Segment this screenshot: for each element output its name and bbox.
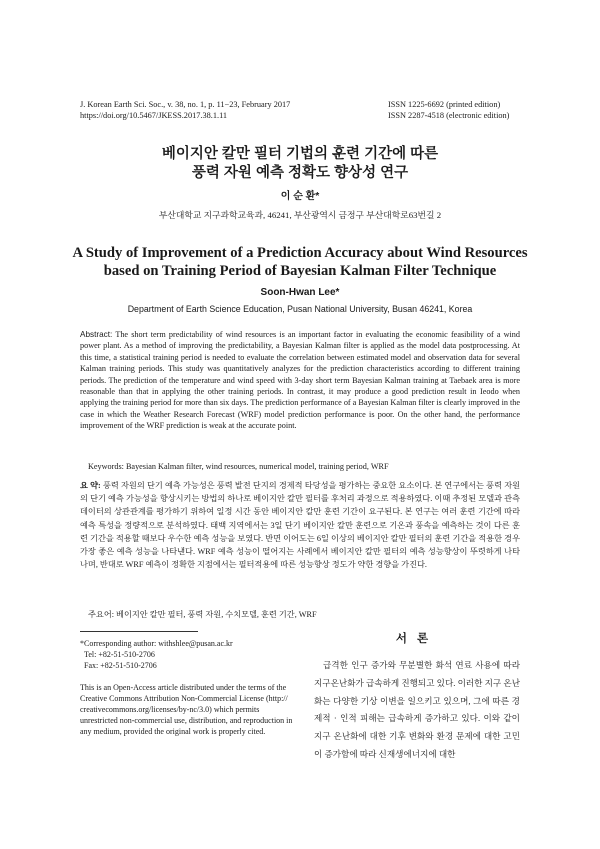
english-author: Soon-Hwan Lee* <box>260 287 340 298</box>
corresponding-author: *Corresponding author: withshlee@pusan.ac.kr <box>80 639 233 648</box>
issn-print: ISSN 1225-6692 (printed edition) <box>388 100 501 109</box>
korean-title-line-2: 풍력 자원 예측 정확도 향상성 연구 <box>191 165 409 181</box>
issn-electronic: ISSN 2287-4518 (electronic edition) <box>388 111 510 120</box>
introduction-text <box>314 657 520 764</box>
korean-keywords: 주요어: 베이지안 칼만 필터, 풍력 자원, 수치모델, 훈련 기간, WRF <box>88 610 317 619</box>
issn-block <box>388 99 548 121</box>
journal-header <box>80 99 380 121</box>
korean-author: 이 순 환* <box>280 191 320 202</box>
license-notice: This is an Open-Access article distributed under the terms of the Creative Commons Attribution Non-Commercial License (http:// creativecommons.org/licenses/by-nc/3.0) which permits unrestricted non-commercial use, distribution, and reproduction in any medium, provided the original work is properly cited. <box>80 683 293 736</box>
korean-title <box>60 145 540 183</box>
journal-citation: J. Korean Earth Sci. Soc., v. 38, no. 1, p. 11−23, February 2017 <box>80 100 291 109</box>
footnote <box>80 639 295 737</box>
english-title <box>60 244 540 280</box>
abstract <box>80 329 520 432</box>
korean-summary-label: 요 약: <box>80 481 101 490</box>
korean-title-line-1: 베이지안 칼만 필터 기법의 훈련 기간에 따른 <box>161 146 439 162</box>
footnote-divider <box>80 631 198 632</box>
korean-summary <box>80 479 520 571</box>
abstract-label: Abstract: <box>80 330 113 339</box>
author-phone: Tel: +82-51-510-2706 <box>84 649 155 659</box>
keywords: Keywords: Bayesian Kalman filter, wind resources, numerical model, training period, WRF <box>88 462 389 471</box>
korean-affiliation: 부산대학교 지구과학교육과, 46241, 부산광역시 금정구 부산대학로63번길 2 <box>158 210 442 220</box>
introduction-paragraph: 급격한 인구 증가와 무분별한 화석 연료 사용에 따라 지구온난화가 급속하게 진행되고 있다. 이러한 지구 온난화는 다양한 기상 이변을 일으키고 있으며, 그에 따른 경제적 · 인적 피해는 급속하게 증가하고 있다. 이와 같이 지구 온난화에 대한 기후 변화와 환경 문제에 대한 고민이 증가함에 따라 신재생에너지에 대한 <box>314 660 520 759</box>
english-title-line-2: based on Training Period of Bayesian Kalman Filter Technique <box>103 263 497 279</box>
section-heading: 서론 <box>395 633 439 645</box>
doi-link[interactable]: https://doi.org/10.5467/JKESS.2017.38.1.11 <box>80 111 228 120</box>
abstract-text: The short term predictability of wind resources is an important factor in evaluating the economic feasibility of a wind power plant. As a method of improving the predictability, a Bayesian Kalman filter is applied as the model data postprocessing. At this time, a statistical training period is needed to evaluate the correlation between estimated model and observation data for several Kalman training periods. This study was quantitatively analyzes for the prediction characteristics according to different training periods. The prediction of the temperature and wind speed with 3-day short term Bayesian Kalman training at Taebaek area is more reasonable than that in applying the other training periods. In contrast, it may produce a good prediction result in Ieodo when applying the training period for more than six days. The prediction performance of a Bayesian Kalman filter is clearly improved in the case in which the Weather Research Forecast (WRF) model prediction performance is poor. On the other hand, the performance improvement of the WRF prediction is weak at the accurate point. <box>80 330 521 431</box>
korean-summary-text: 풍력 자원의 단기 예측 가능성은 풍력 발전 단지의 경제적 타당성을 평가하는 중요한 요소이다. 본 연구에서는 풍력 자원의 단기 예측 가능성을 향상시키는 방법의 하나로 베이지안 칼만 필터를 후처리 과정으로 적용하였다. 이때 추정된 모델과 관측 데이터의 상관관계를 평가하기 위하여 일정 시간 동안 베이지안 칼만 훈련 기간이 요구된다. 본 연구는 여러 훈련 기간에 따라 예측 특성을 정량적으로 분석하였다. 태백 지역에서는 3일 단기 베이지안 칼만 훈련으로 기온과 풍속을 예측하는 것이 다른 훈련 기간을 적용할 때보다 우수한 예측 성능을 보였다. 반면 이어도는 6일 이상의 베이지안 칼만 필터의 훈련 기간을 적용한 경우 가장 좋은 예측 성능을 나타낸다. WRF 예측 성능이 떨어지는 사례에서 베이지안 칼만 필터의 예측 성능향상이 뚜렷하게 나타나며, 반대로 WRF 예측이 정확한 지점에서는 필터적용에 따른 성능향상 정도가 약한 경향을 가진다. <box>80 481 521 570</box>
english-title-line-1: A Study of Improvement of a Prediction Accuracy about Wind Resources <box>72 245 528 261</box>
english-affiliation: Department of Earth Science Education, Pusan National University, Busan 46241, Korea <box>127 304 473 314</box>
author-fax: Fax: +82-51-510-2706 <box>84 660 157 670</box>
